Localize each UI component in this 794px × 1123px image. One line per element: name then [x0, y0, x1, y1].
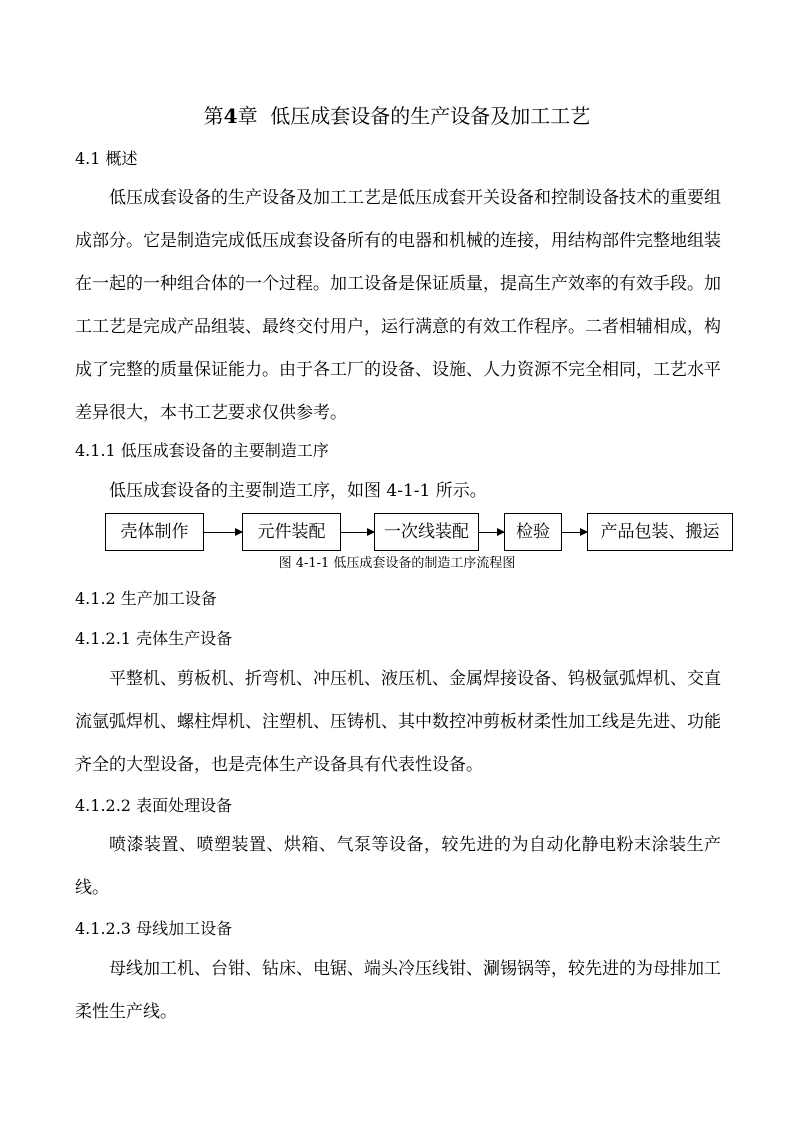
paragraph-overview: 低压成套设备的生产设备及加工工艺是低压成套开关设备和控制设备技术的重要组成部分。它是制造完成低压成套设备所有的电器和机械的连接，用结构部件完整地组装在一起的一种组合体的一个过程。加工设备是保证质量，提高生产效率的有效手段。加工工艺是完成产品组装、最终交付用户，运行满意的有效工作程序。二者相辅相成，构成了完整的质量保证能力。由于各工厂的设备、设施、人力资源不完全相同，工艺水平差异很大，本书工艺要求仅供参考。: [75, 188, 721, 423]
section-heading-4-1: 4.1 概述: [75, 149, 138, 168]
flow-step-inspection: 检验: [504, 513, 562, 551]
chapter-title-text: 章 低压成套设备的生产设备及加工工艺: [237, 104, 591, 128]
section-heading-4-1-1: 4.1.1 低压成套设备的主要制造工序: [75, 441, 329, 460]
flow-step-packaging: 产品包装、搬运: [587, 513, 733, 551]
process-flowchart: [105, 513, 735, 553]
chapter-number: 4: [223, 104, 238, 128]
paragraph-process-intro: 低压成套设备的主要制造工序，如图 4-1-1 所示。: [109, 481, 487, 501]
flow-step-primary-wiring: 一次线装配: [374, 513, 479, 551]
flow-step-components: 元件装配: [242, 513, 341, 551]
section-heading-4-1-2-2: 4.1.2.2 表面处理设备: [75, 796, 233, 815]
paragraph-surface-equipment: 喷漆装置、喷塑装置、烘箱、气泵等设备，较先进的为自动化静电粉末涂装生产线。: [75, 835, 721, 898]
flow-arrow: [204, 532, 242, 533]
figure-caption: 图 4-1-1 低压成套设备的制造工序流程图: [278, 556, 516, 571]
flow-arrow: [479, 532, 504, 533]
chapter-prefix: 第: [203, 104, 224, 128]
paragraph-busbar-equipment: 母线加工机、台钳、钻床、电锯、端头冷压线钳、涮锡锅等，较先进的为母排加工柔性生产线。: [75, 959, 721, 1022]
flow-arrow: [341, 532, 374, 533]
section-heading-4-1-2: 4.1.2 生产加工设备: [75, 589, 217, 608]
section-heading-4-1-2-3: 4.1.2.3 母线加工设备: [75, 919, 233, 938]
chapter-title: [0, 102, 794, 130]
section-heading-4-1-2-1: 4.1.2.1 壳体生产设备: [75, 629, 233, 648]
flow-step-shell: 壳体制作: [105, 513, 204, 551]
paragraph-shell-equipment: 平整机、剪板机、折弯机、冲压机、液压机、金属焊接设备、钨极氩弧焊机、交直流氩弧焊机、螺柱焊机、注塑机、压铸机、其中数控冲剪板材柔性加工线是先进、功能齐全的大型设备，也是壳体生产设备具有代表性设备。: [75, 669, 721, 775]
flow-arrow: [562, 532, 587, 533]
